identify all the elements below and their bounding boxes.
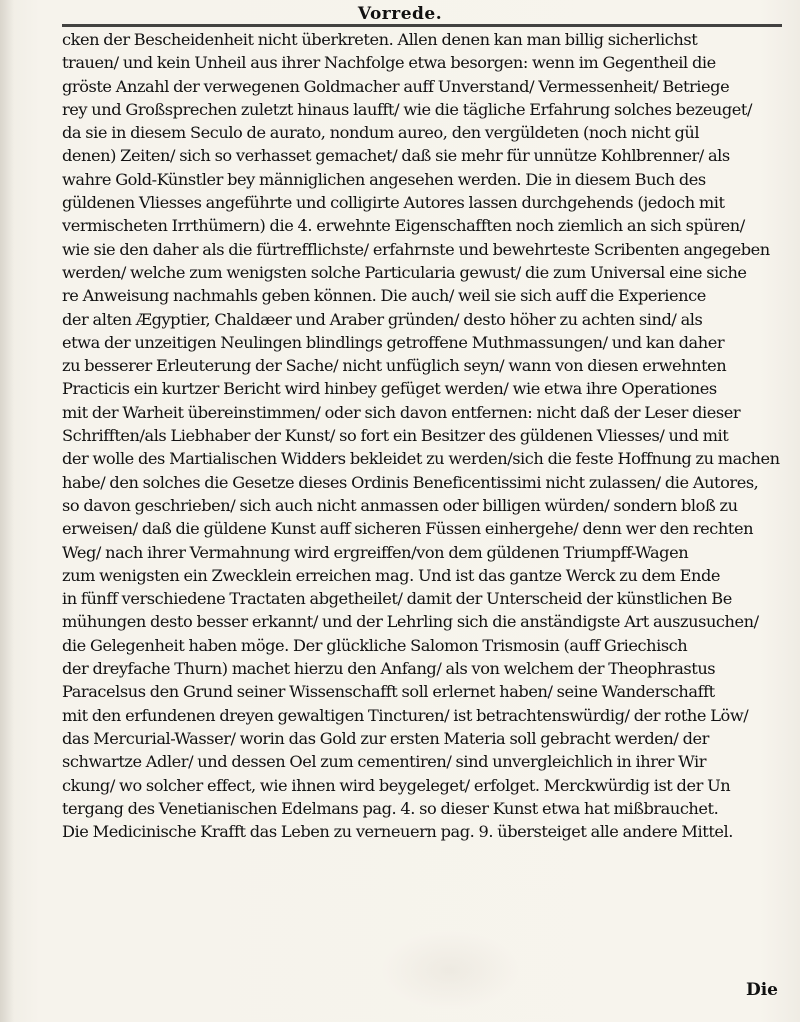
text-line: Weg/ nach ihrer Vermahnung wird ergreiffen/von dem güldenen Triumpff-Wagen: [62, 542, 689, 562]
text-line: so davon geschrieben/ sich auch nicht anmassen oder billigen würden/ sondern bloß zu: [62, 495, 738, 515]
paper-stain: [380, 930, 520, 1010]
text-line: Practicis ein kurtzer Bericht wird hinbey gefüget werden/ wie etwa ihre Operationes: [62, 379, 717, 399]
body-text: [62, 28, 784, 843]
text-line: re Anweisung nachmahls geben können. Die auch/ weil sie sich auff die Experience: [62, 286, 706, 306]
text-line: gröste Anzahl der verwegenen Goldmacher auff Unverstand/ Vermessenheit/ Betriege: [62, 76, 730, 96]
text-line: zum wenigsten ein Zwecklein erreichen mag. Und ist das gantze Werck zu dem Ende: [62, 565, 721, 585]
page-gutter: [0, 0, 14, 1022]
text-line: der alten Ægyptier, Chaldæer und Araber gründen/ desto höher zu achten sind/ als: [62, 309, 703, 329]
text-line: wahre Gold-Künstler bey männiglichen angesehen werden. Die in diesem Buch des: [62, 169, 706, 189]
running-head: Vorrede.: [357, 4, 443, 24]
text-line: cken der Bescheidenheit nicht überkreten. Allen denen kan man billig sicherlichst: [62, 30, 698, 49]
text-line: der dreyfache Thurn) machet hierzu den Anfang/ als von welchem der Theophrastus: [62, 659, 716, 679]
text-line: güldenen Vliesses angeführte und colligirte Autores lassen durchgehends (jedoch mit: [62, 193, 725, 213]
text-line: mit den erfundenen dreyen gewaltigen Tincturen/ ist betrachtenswürdig/ der rothe Löw/: [62, 705, 749, 725]
text-line: trauen/ und kein Unheil aus ihrer Nachfolge etwa besorgen: wenn im Gegentheil die: [62, 53, 716, 73]
text-line: mühungen desto besser erkannt/ und der Lehrling sich die anständigste Art auszusuchen/: [62, 612, 759, 632]
text-line: die Gelegenheit haben möge. Der glückliche Salomon Trismosin (auff Griechisch: [62, 635, 688, 655]
text-line: zu besserer Erleuterung der Sache/ nicht unfüglich seyn/ wann von diesen erwehnten: [62, 356, 727, 376]
text-line: vermischeten Irrthümern) die 4. erwehnte Eigenschafften noch ziemlich an sich spüren/: [62, 216, 745, 236]
text-line: tergang des Venetianischen Edelmans pag. 4. so dieser Kunst etwa hat mißbrauchet.: [62, 798, 719, 818]
text-line: Schrifften/als Liebhaber der Kunst/ so fort ein Besitzer des güldenen Vliesses/ und mit: [62, 426, 729, 446]
text-line: der wolle des Martialischen Widders bekleidet zu werden/sich die feste Hoffnung zu machen: [62, 449, 780, 469]
text-line: erweisen/ daß die güldene Kunst auff sicheren Füssen einhergehe/ denn wer den rechten: [62, 519, 754, 539]
text-line: das Mercurial-Wasser/ worin das Gold zur ersten Materia soll gebracht werden/ der: [62, 728, 709, 748]
text-line: mit der Warheit übereinstimmen/ oder sich davon entfernen: nicht daß der Leser dieser: [62, 402, 741, 422]
text-line: habe/ den solches die Gesetze dieses Ordinis Beneficentissimi nicht zulassen/ die Autores,: [62, 472, 759, 492]
text-line: schwartze Adler/ und dessen Oel zum cementiren/ sind unvergleichlich in ihrer Wir: [62, 752, 707, 772]
text-line: wie sie den daher als die fürtrefflichste/ erfahrnste und bewehrteste Scribenten angegeben: [62, 239, 770, 259]
text-line: rey und Großsprechen zuletzt hinaus laufft/ wie die tägliche Erfahrung solches bezeuget/: [62, 99, 752, 119]
text-line: ckung/ wo solcher effect, wie ihnen wird beygeleget/ erfolget. Merckwürdig ist der Un: [62, 775, 731, 795]
header-rule: [62, 24, 782, 27]
catchword: Die: [745, 980, 778, 1000]
text-line: in fünff verschiedene Tractaten abgetheilet/ damit der Unterscheid der künstlichen Be: [62, 589, 732, 609]
text-line: da sie in diesem Seculo de aurato, nondum aureo, den vergüldeten (noch nicht gül: [62, 123, 700, 143]
text-line: etwa der unzeitigen Neulingen blindlings getroffene Muthmassungen/ und kan daher: [62, 332, 725, 352]
text-line: Paracelsus den Grund seiner Wissenschafft soll erlernet haben/ seine Wanderschafft: [62, 682, 715, 702]
text-line: Die Medicinische Krafft das Leben zu verneuern pag. 9. übersteiget alle andere Mittel.: [62, 822, 733, 842]
text-line: werden/ welche zum wenigsten solche Particularia gewust/ die zum Universal eine siche: [62, 262, 747, 282]
text-line: denen) Zeiten/ sich so verhasset gemachet/ daß sie mehr für unnütze Kohlbrenner/ als: [62, 146, 730, 166]
